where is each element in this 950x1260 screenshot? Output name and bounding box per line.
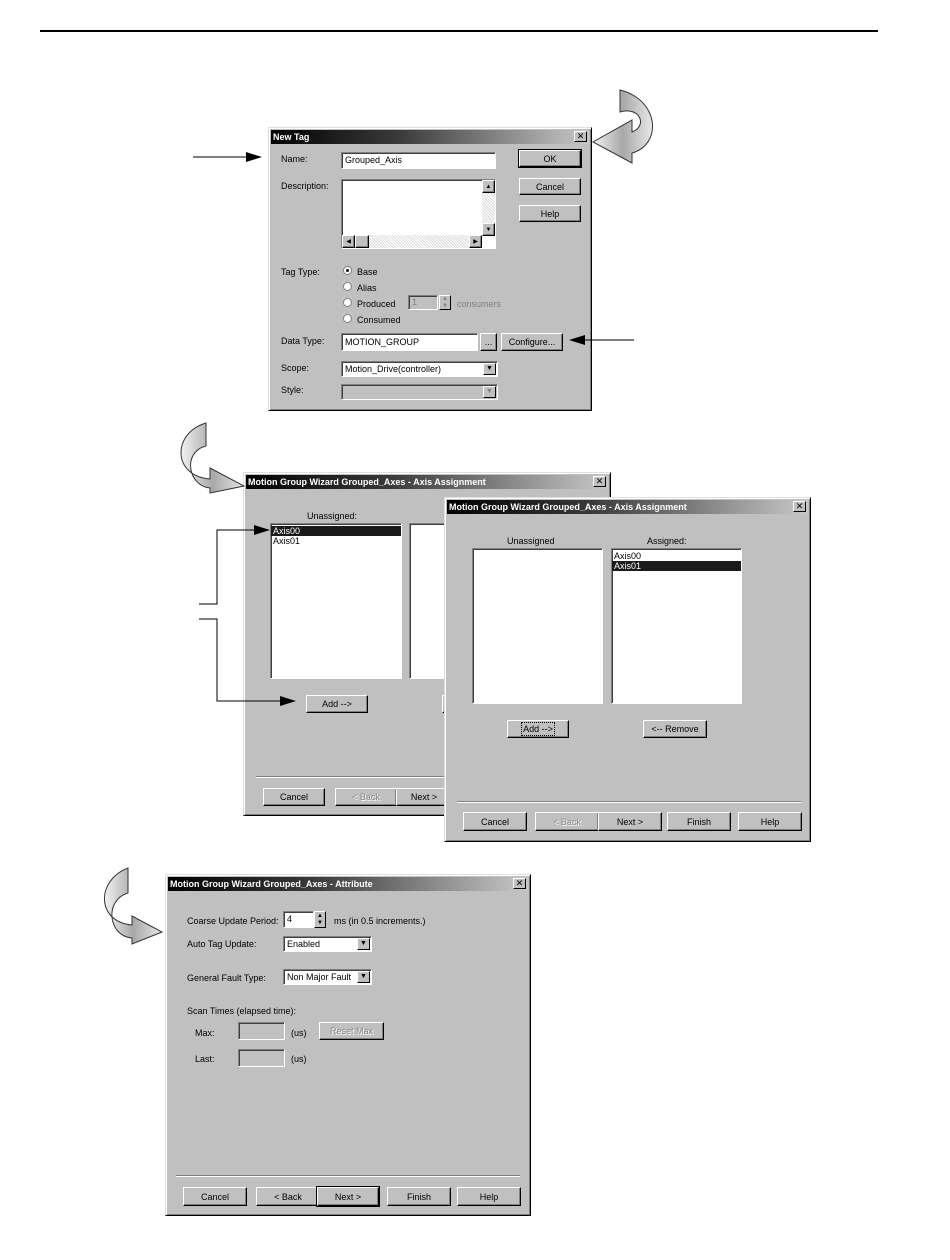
tag-type-label: Tag Type: (281, 267, 320, 277)
back-button[interactable]: < Back (256, 1187, 320, 1206)
data-type-label: Data Type: (281, 336, 325, 346)
dropdown-arrow-icon[interactable]: ▼ (483, 363, 496, 375)
data-type-input[interactable]: MOTION_GROUP (341, 333, 478, 351)
list-item-axis01[interactable]: Axis01 (612, 561, 741, 571)
list-item-axis01[interactable]: Axis01 (273, 536, 301, 546)
close-icon[interactable]: ✕ (513, 878, 526, 889)
assigned-label: Assigned: (647, 536, 687, 546)
style-label: Style: (281, 385, 304, 395)
scroll-right-icon[interactable]: ▶ (469, 235, 482, 248)
description-label: Description: (281, 181, 329, 191)
dialog-title: New Tag (273, 132, 310, 142)
finish-button[interactable]: Finish (667, 812, 731, 831)
data-type-browse-button[interactable]: ... (480, 333, 497, 351)
list-item-axis00[interactable]: Axis00 (271, 526, 401, 536)
pointer-arrow-icon (569, 335, 634, 345)
finish-button[interactable]: Finish (387, 1187, 451, 1206)
last-units-label: (us) (291, 1054, 307, 1064)
reset-max-button[interactable]: Reset Max (319, 1022, 384, 1040)
configure-button[interactable]: Configure... (501, 333, 563, 351)
tag-type-alias-label: Alias (357, 283, 377, 293)
curved-arrow-icon (104, 868, 162, 944)
unassigned-label: Unassigned: (307, 511, 358, 521)
next-button[interactable]: Next > (317, 1187, 379, 1206)
pointer-arrow-icon (193, 152, 262, 162)
scope-label: Scope: (281, 363, 310, 373)
add-button[interactable]: Add --> (306, 695, 368, 713)
help-button[interactable]: Help (738, 812, 802, 831)
consumers-spinner[interactable]: ▲ ▼ (439, 295, 451, 310)
tag-type-base-label: Base (357, 267, 378, 277)
consumers-input[interactable]: 1 (408, 295, 438, 310)
auto-tag-update-select[interactable]: Enabled ▼ (283, 936, 372, 952)
help-button[interactable]: Help (519, 205, 581, 222)
dropdown-arrow-icon[interactable]: ▼ (357, 938, 370, 950)
max-units-label: (us) (291, 1028, 307, 1038)
scan-times-label: Scan Times (elapsed time): (187, 1006, 297, 1016)
general-fault-type-label: General Fault Type: (187, 973, 266, 983)
coarse-update-spinner[interactable]: ▲ ▼ (314, 911, 326, 928)
unassigned-label: Unassigned (507, 536, 555, 546)
name-input[interactable]: Grouped_Axis (341, 152, 496, 169)
scope-select[interactable]: Motion_Drive(controller) ▼ (341, 361, 498, 377)
scroll-up-icon[interactable]: ▲ (482, 180, 495, 193)
cancel-button[interactable]: Cancel (463, 812, 527, 831)
last-label: Last: (195, 1054, 215, 1064)
list-item-axis00[interactable]: Axis00 (614, 551, 642, 561)
add-button[interactable]: Add --> (507, 720, 569, 738)
remove-button[interactable]: <-- Remove (643, 720, 707, 738)
back-button[interactable]: < Back (335, 788, 397, 806)
cancel-button[interactable]: Cancel (519, 178, 581, 195)
dialog-title: Motion Group Wizard Grouped_Axes - Axis Assignment (248, 477, 486, 487)
dropdown-arrow-icon[interactable]: ▼ (483, 386, 496, 398)
tag-type-consumed-label: Consumed (357, 315, 401, 325)
close-icon[interactable]: ✕ (593, 476, 606, 487)
ok-button[interactable]: OK (519, 150, 581, 167)
dropdown-arrow-icon[interactable]: ▼ (357, 971, 370, 983)
curved-arrow-icon (181, 423, 244, 493)
coarse-update-label: Coarse Update Period: (187, 916, 279, 926)
consumers-label: consumers (457, 299, 502, 309)
tag-type-produced-label: Produced (357, 299, 396, 309)
name-label: Name: (281, 154, 308, 164)
cancel-button[interactable]: Cancel (263, 788, 325, 806)
scroll-down-icon[interactable]: ▼ (482, 223, 495, 236)
dialog-title: Motion Group Wizard Grouped_Axes - Attribute (170, 879, 373, 889)
pointer-arrow-icon (199, 619, 296, 706)
curved-arrow-icon (593, 90, 653, 163)
cancel-button[interactable]: Cancel (183, 1187, 247, 1206)
close-icon[interactable]: ✕ (574, 131, 587, 142)
auto-tag-update-label: Auto Tag Update: (187, 939, 257, 949)
max-label: Max: (195, 1028, 215, 1038)
next-button[interactable]: Next > (598, 812, 662, 831)
pointer-arrow-icon (199, 525, 270, 604)
next-button[interactable]: Next > (396, 788, 452, 806)
dialog-title: Motion Group Wizard Grouped_Axes - Axis Assignment (449, 502, 687, 512)
coarse-update-units: ms (in 0.5 increments.) (334, 916, 426, 926)
coarse-update-input[interactable]: 4 (283, 911, 314, 928)
general-fault-type-select[interactable]: Non Major Fault ▼ (283, 969, 372, 985)
close-icon[interactable]: ✕ (793, 501, 806, 512)
back-button[interactable]: < Back (535, 812, 599, 831)
scroll-left-icon[interactable]: ◀ (342, 235, 355, 248)
help-button[interactable]: Help (457, 1187, 521, 1206)
